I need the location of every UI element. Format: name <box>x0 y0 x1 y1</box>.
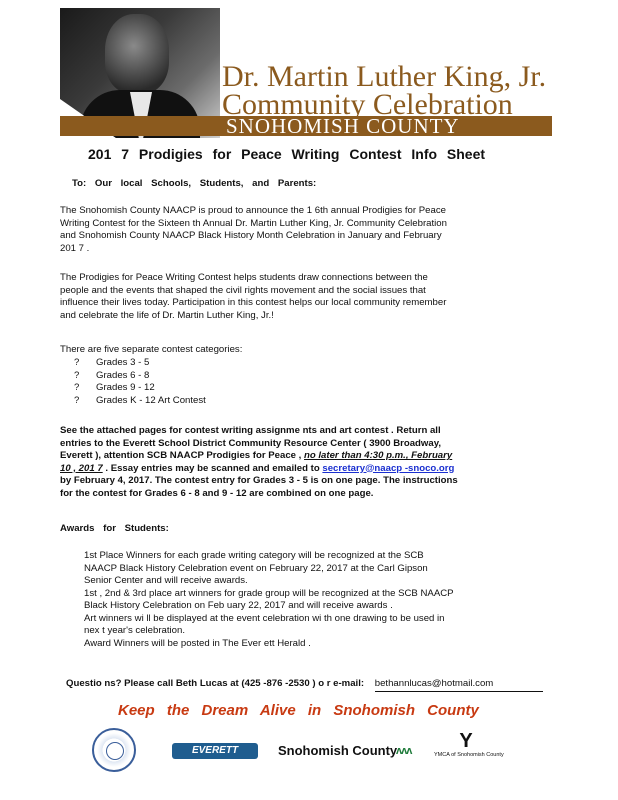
deadline-date: 10 , 201 7 <box>60 462 103 474</box>
category-item: ? Grades 9 - 12 <box>74 382 155 393</box>
bullet-icon <box>60 638 76 651</box>
ymca-logo: Y YMCA of Snohomish County <box>434 730 504 758</box>
purpose-line-3: influence their lives today. Participation in this contest helps our local community remember <box>60 297 447 308</box>
submission-line-6: for the contest for Grades 6 - 8 and 9 - 12 are combined on one page. <box>60 487 374 499</box>
intro-line-4: 201 7 . <box>60 242 90 254</box>
page-title: 201 7 Prodigies for Peace Writing Contest Info Sheet <box>88 146 486 162</box>
submission-line-5: by February 4, 2017. The contest entry for Grades 3 - 5 is on one page. The instructions <box>60 475 458 486</box>
intro-line-1: The Snohomish County NAACP is proud to announce the 1 6th annual Prodigies for Peace <box>60 205 446 216</box>
everett-logo: EVERETT <box>172 743 258 759</box>
bullet-icon: ? <box>74 394 80 406</box>
submission-line-3: Everett ), attention SCB NAACP Prodigies for Peace , no later than 4:30 p.m., February <box>60 450 453 461</box>
award-item: Art winners wi ll be displayed at the event celebration wi th one drawing to be used in nex t year's celebration. <box>60 613 454 638</box>
bullet-icon: ? <box>74 369 80 381</box>
header-title-line3: SNOHOMISH COUNTY <box>226 114 460 138</box>
bullet-icon <box>60 588 76 613</box>
contact-email[interactable]: bethannlucas@hotmail.com <box>375 678 544 692</box>
award-item: 1st Place Winners for each grade writing category will be recognized at the SCB NAACP Black History Celebration event on February 22, 2017 at the Carl Gipson Senior Center and will receive awards. <box>60 550 454 588</box>
bullet-icon <box>60 550 76 588</box>
purpose-line-2: people and the events that shaped the civil rights movement and the social issues that <box>60 284 426 296</box>
intro-line-3: and Snohomish County NAACP Black History Month Celebration in January and February <box>60 230 442 241</box>
mountain-icon: ʌʌʌ <box>396 745 412 757</box>
purpose-line-1: The Prodigies for Peace Writing Contest helps students draw connections between the <box>60 272 428 283</box>
bullet-icon <box>60 613 76 638</box>
intro-line-2: Writing Contest for the Sixteen th Annual Dr. Martin Luther King, Jr. Community Celebration <box>60 217 447 229</box>
awards-list <box>60 550 454 650</box>
header-title-line1: Dr. Martin Luther King, Jr. <box>222 60 547 93</box>
categories-intro: There are five separate contest categories: <box>60 344 243 355</box>
submission-paragraph <box>60 425 458 500</box>
category-item: ? Grades 6 - 8 <box>74 369 150 381</box>
header-title-line2: Community Celebration <box>222 88 513 121</box>
award-item: 1st , 2nd & 3rd place art winners for grade group will be recognized at the SCB NAACP Black History Celebration on Feb uary 22, 2017 and will receive awards . <box>60 588 454 613</box>
submission-line-1: See the attached pages for contest writing assignme nts and art contest . Return all <box>60 425 441 436</box>
submission-line-4: 10 , 201 7 . Essay entries may be scanned and emailed to secretary@naacp -snoco.org <box>60 462 455 474</box>
category-item: ? Grades 3 - 5 <box>74 357 150 368</box>
deadline-text: no later than 4:30 p.m., February <box>304 450 453 461</box>
purpose-line-4: and celebrate the life of Dr. Martin Luther King, Jr.! <box>60 309 274 321</box>
purpose-paragraph <box>60 272 446 322</box>
snohomish-county-logo: Snohomish County <box>278 743 398 758</box>
submission-line-2: entries to the Everett School District Community Resource Center ( 3900 Broadway, <box>60 437 442 449</box>
category-item: ? Grades K - 12 Art Contest <box>74 394 206 406</box>
award-item: Award Winners will be posted in The Ever ett Herald . <box>60 638 454 651</box>
slogan: Keep the Dream Alive in Snohomish County <box>118 702 479 719</box>
bullet-icon: ? <box>74 357 80 368</box>
county-seal-logo <box>92 728 136 772</box>
greeting: To: Our local Schools, Students, and Parents: <box>72 178 317 189</box>
intro-paragraph <box>60 205 447 255</box>
categories-list <box>74 357 206 407</box>
secretary-email-link[interactable]: secretary@naacp -snoco.org <box>322 462 455 474</box>
awards-heading: Awards for Students: <box>60 523 169 534</box>
contact-line: Questio ns? Please call Beth Lucas at (425 -876 -2530 ) o r e-mail: bethannlucas@hotmail.com <box>66 678 543 692</box>
bullet-icon: ? <box>74 382 80 393</box>
